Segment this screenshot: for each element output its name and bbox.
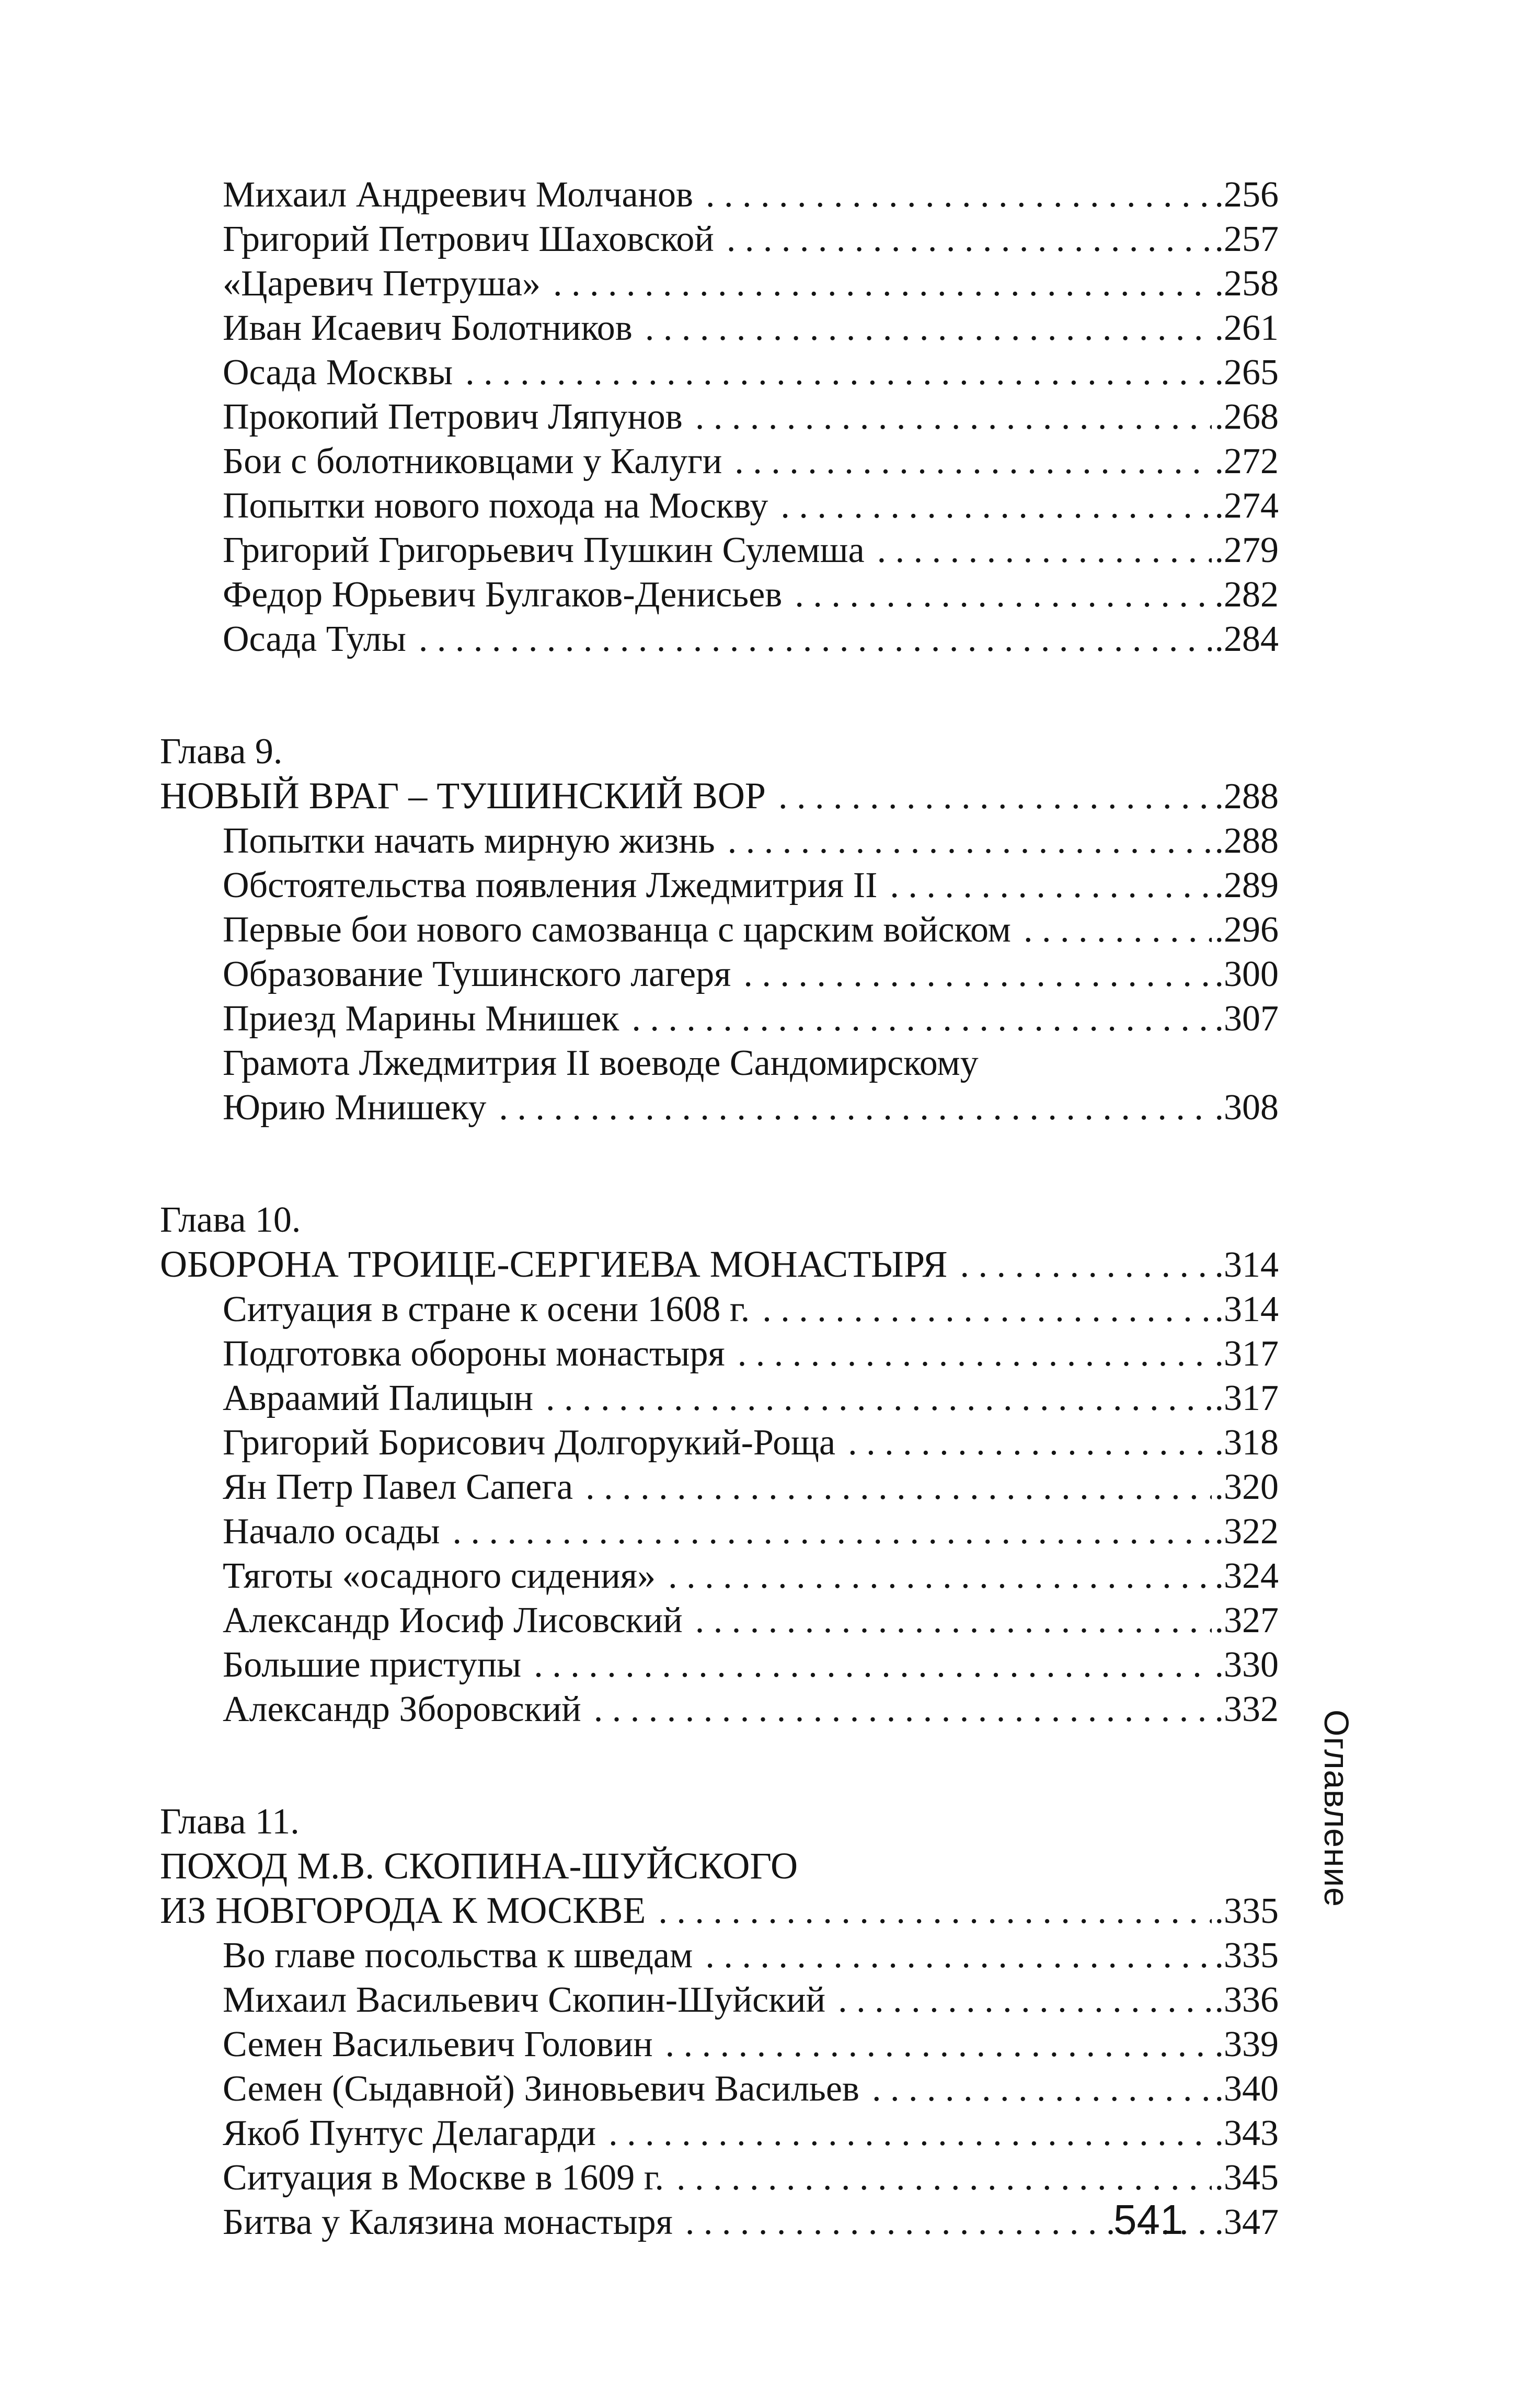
dot-leader [695, 395, 1212, 439]
dot-leader [553, 261, 1211, 306]
chapter-title [160, 1242, 1279, 1287]
dot-leader [695, 1598, 1212, 1643]
toc-entry-title: Начало осады [223, 1511, 440, 1552]
toc-entry-page: .296 [1214, 910, 1279, 950]
dot-leader [645, 306, 1212, 350]
dot-leader [658, 1889, 1211, 1933]
toc-entry-title: Григорий Григорьевич Пушкин Сулемша [223, 530, 865, 570]
chapter-label: Глава 11. [160, 1802, 300, 1842]
dot-leader [1024, 908, 1212, 952]
toc-entry-title: Битва у Калязина монастыря [223, 2202, 673, 2242]
chapter-label: Глава 9. [160, 731, 283, 772]
toc-entry-page: .345 [1214, 2158, 1279, 2198]
toc-entry-page: .314 [1214, 1289, 1279, 1329]
toc-entry [160, 350, 1279, 395]
toc-entry [160, 173, 1279, 217]
toc-entry-page: .300 [1214, 954, 1279, 994]
toc-entry-title: «Царевич Петруша» [223, 263, 541, 304]
toc-entry-title-continuation: Юрию Мнишеку [223, 1087, 487, 1128]
toc-entry-title: Григорий Петрович Шаховской [223, 219, 714, 259]
toc-entry-title: Григорий Борисович Долгорукий-Роща [223, 1423, 836, 1463]
toc-entry-page: .307 [1214, 999, 1279, 1039]
dot-leader [631, 996, 1211, 1041]
toc-entry [160, 2067, 1279, 2111]
chapter-page: .288 [1214, 776, 1279, 817]
dot-leader [546, 1376, 1211, 1420]
toc-entry [160, 1287, 1279, 1332]
toc-entry-title: Михаил Андреевич Молчанов [223, 175, 694, 215]
toc-entry-title: Грамота Лжедмитрия II воеводе Сандомирскому [223, 1043, 979, 1083]
toc-entry [160, 217, 1279, 261]
dot-leader [848, 1420, 1211, 1465]
toc-entry [160, 1933, 1279, 1978]
toc-entry-page: .330 [1214, 1645, 1279, 1685]
toc-entry [160, 1598, 1279, 1643]
toc-entry-title: Семен (Сыдавной) Зиновьевич Васильев [223, 2069, 859, 2109]
toc-entry [160, 908, 1279, 952]
toc-entry-title: Осада Тулы [223, 619, 406, 659]
toc-entry-page: .318 [1214, 1423, 1279, 1463]
toc-entry-title: Приезд Марины Мнишек [223, 999, 619, 1039]
toc-entry [160, 1643, 1279, 1687]
toc-entry-page: .347 [1214, 2202, 1279, 2242]
toc-entry-page: .272 [1214, 441, 1279, 481]
chapter-title [160, 1888, 1279, 1933]
chapter-title-first-line [160, 1844, 1279, 1888]
toc-entry-title: Большие приступы [223, 1645, 522, 1685]
toc-entry-title: Михаил Васильевич Скопин-Шуйский [223, 1980, 826, 2020]
dot-leader [960, 1243, 1211, 1287]
spacer [160, 1732, 1279, 1799]
dot-leader [890, 863, 1211, 908]
toc-entry-page: .324 [1214, 1556, 1279, 1596]
toc-entry-page: .317 [1214, 1378, 1279, 1418]
toc-entry-title: Первые бои нового самозванца с царским войском [223, 910, 1011, 950]
toc-entry [160, 2200, 1279, 2244]
toc-entry-page: .256 [1214, 175, 1279, 215]
toc-entry-page: .257 [1214, 219, 1279, 259]
toc-entry [160, 1420, 1279, 1465]
toc-entry [160, 261, 1279, 306]
dot-leader [419, 617, 1212, 661]
toc-entry [160, 1376, 1279, 1420]
dot-leader [499, 1085, 1211, 1130]
toc-entry [160, 528, 1279, 572]
toc-entry [160, 439, 1279, 484]
toc-entry [160, 484, 1279, 528]
chapter-title-text: ОБОРОНА ТРОИЦЕ-СЕРГИЕВА МОНАСТЫРЯ [160, 1243, 948, 1285]
toc-entry-page: .289 [1214, 865, 1279, 905]
dot-leader [534, 1643, 1211, 1687]
dot-leader [734, 439, 1211, 484]
toc-entry-page: .332 [1214, 1689, 1279, 1729]
chapter-page: .314 [1214, 1245, 1279, 1285]
toc-entry-title: Ситуация в стране к осени 1608 г. [223, 1289, 750, 1329]
dot-leader [838, 1978, 1211, 2022]
toc-entry-title: Александр Иосиф Лисовский [223, 1600, 683, 1641]
toc-entry-title: Осада Москвы [223, 352, 453, 393]
dot-leader [728, 819, 1212, 863]
toc-entry-page: .284 [1214, 619, 1279, 659]
toc-entry [160, 1978, 1279, 2022]
chapter-label: Глава 10. [160, 1200, 301, 1240]
dot-leader [780, 484, 1211, 528]
toc-entry-page: .317 [1214, 1334, 1279, 1374]
dot-leader [872, 2067, 1212, 2111]
toc-entry-title: Федор Юрьевич Булгаков-Денисьев [223, 575, 783, 615]
toc-entry [160, 1085, 1279, 1130]
running-section-title: Оглавление [1317, 1710, 1356, 1907]
dot-leader [877, 528, 1212, 572]
toc-entry-page: .336 [1214, 1980, 1279, 2020]
spacer [160, 661, 1279, 729]
toc-entry-page: .343 [1214, 2113, 1279, 2153]
toc-entry-page: .261 [1214, 308, 1279, 348]
toc-entry-title: Ян Петр Павел Сапега [223, 1467, 573, 1507]
toc-entry [160, 996, 1279, 1041]
toc-entry [160, 2022, 1279, 2067]
chapter-title-text: НОВЫЙ ВРАГ – ТУШИНСКИЙ ВОР [160, 775, 766, 817]
toc-entry [160, 1332, 1279, 1376]
dot-leader [594, 1687, 1212, 1732]
toc-entry-title: Подготовка обороны монастыря [223, 1334, 725, 1374]
dot-leader [453, 1509, 1212, 1554]
toc-entry [160, 1687, 1279, 1732]
page-number: 541 [1113, 2196, 1184, 2243]
dot-leader [668, 1554, 1211, 1598]
toc-entry-page: .258 [1214, 263, 1279, 304]
toc-entry [160, 863, 1279, 908]
dot-leader [762, 1287, 1211, 1332]
toc-entry-title: Якоб Пунтус Делагарди [223, 2113, 596, 2153]
toc-entry-page: .320 [1214, 1467, 1279, 1507]
chapter-title-text: ИЗ НОВГОРОДА К МОСКВЕ [160, 1889, 646, 1931]
toc-entry [160, 1509, 1279, 1554]
toc-entry-title: Прокопий Петрович Ляпунов [223, 397, 683, 437]
spacer [160, 1130, 1279, 1198]
toc-entry-title: Во главе посольства к шведам [223, 1935, 693, 1976]
dot-leader [665, 2022, 1212, 2067]
toc-entry-title: Обстоятельства появления Лжедмитрия II [223, 865, 878, 905]
dot-leader [676, 2155, 1211, 2200]
toc-entry-page: .327 [1214, 1600, 1279, 1641]
toc-entry [160, 819, 1279, 863]
toc-entry-title: Иван Исаевич Болотников [223, 308, 633, 348]
dot-leader [778, 774, 1212, 819]
toc-entry-title: Семен Васильевич Головин [223, 2024, 653, 2065]
toc-entry-page: .268 [1214, 397, 1279, 437]
toc-entry-page: .339 [1214, 2024, 1279, 2065]
dot-leader [743, 952, 1211, 996]
toc-entry-page: .288 [1214, 821, 1279, 861]
table-of-contents [160, 173, 1279, 2244]
dot-leader [795, 572, 1211, 617]
toc-entry [160, 2155, 1279, 2200]
chapter-title-text: ПОХОД М.В. СКОПИНА-ШУЙСКОГО [160, 1845, 798, 1887]
toc-entry-title: Тяготы «осадного сидения» [223, 1556, 656, 1596]
dot-leader [585, 1465, 1211, 1509]
chapter-page: .335 [1214, 1891, 1279, 1931]
toc-entry-page: .274 [1214, 486, 1279, 526]
toc-entry [160, 572, 1279, 617]
toc-entry-title: Попытки нового похода на Москву [223, 486, 768, 526]
dot-leader [608, 2111, 1211, 2155]
toc-entry-page: .308 [1214, 1087, 1279, 1128]
toc-entry-first-line [160, 1041, 1279, 1085]
toc-entry-title: Бои с болотниковцами у Калуги [223, 441, 722, 481]
toc-entry [160, 306, 1279, 350]
toc-entry-page: .322 [1214, 1511, 1279, 1552]
dot-leader [727, 217, 1212, 261]
toc-entry [160, 1554, 1279, 1598]
toc-entry-page: .279 [1214, 530, 1279, 570]
toc-entry-page: .340 [1214, 2069, 1279, 2109]
toc-entry-title: Образование Тушинского лагеря [223, 954, 731, 994]
chapter-title [160, 774, 1279, 819]
toc-entry-page: .335 [1214, 1935, 1279, 1976]
toc-entry-page: .265 [1214, 352, 1279, 393]
toc-entry [160, 1465, 1279, 1509]
toc-entry-page: .282 [1214, 575, 1279, 615]
toc-entry-title: Авраамий Палицын [223, 1378, 534, 1418]
dot-leader [465, 350, 1211, 395]
toc-entry [160, 395, 1279, 439]
dot-leader [706, 173, 1211, 217]
dot-leader [705, 1933, 1211, 1978]
toc-entry [160, 952, 1279, 996]
dot-leader [738, 1332, 1212, 1376]
toc-entry [160, 617, 1279, 661]
toc-entry [160, 2111, 1279, 2155]
toc-entry-title: Попытки начать мирную жизнь [223, 821, 715, 861]
toc-entry-title: Александр Зборовский [223, 1689, 581, 1729]
toc-entry-title: Ситуация в Москве в 1609 г. [223, 2158, 664, 2198]
